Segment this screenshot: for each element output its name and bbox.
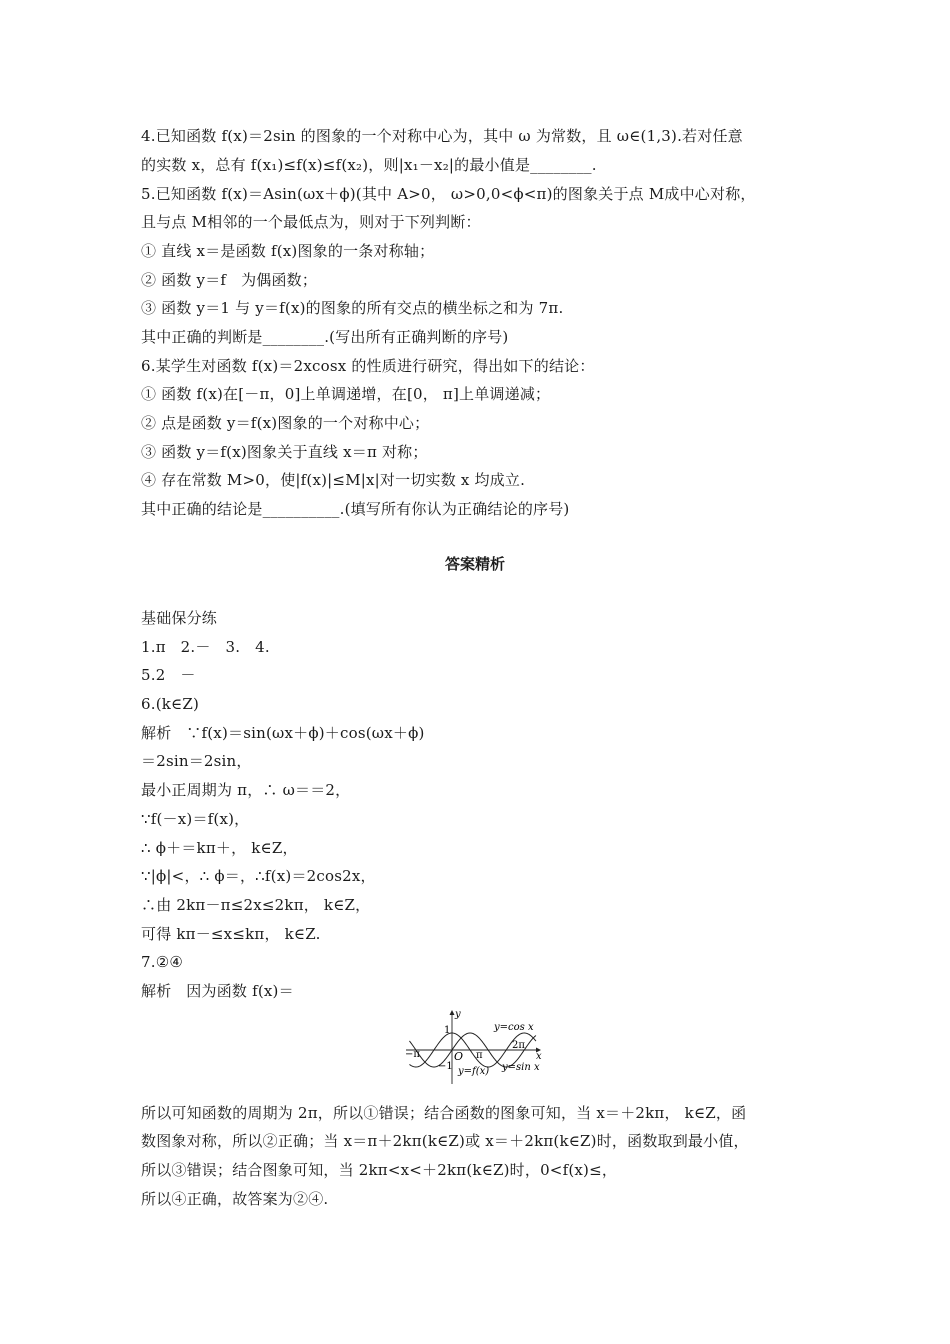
problem-4-line-2: 的实数 x，总有 f(x₁)≤f(x)≤f(x₂)，则|x₁－x₂|的最小值是________. xyxy=(141,156,597,174)
function-graph xyxy=(402,1008,552,1088)
tick-label-neg-one: −1 xyxy=(438,1061,453,1072)
problem-5-question: 其中正确的判断是________.(写出所有正确判断的序号) xyxy=(141,328,509,346)
answer-line: ∵|ϕ|<，∴ ϕ＝，∴f(x)＝2cos2x， xyxy=(141,867,376,885)
tick-label-one: 1 xyxy=(444,1025,451,1036)
problem-6-question: 其中正确的结论是__________.(填写所有你认为正确结论的序号) xyxy=(141,500,570,518)
answer-line: 7.②④ xyxy=(141,953,184,971)
problem-5-line-2: 且与点 M相邻的一个最低点为，则对于下列判断： xyxy=(141,213,481,231)
answer-line: ＝2sin＝2sin， xyxy=(141,752,252,770)
answer-line: 解析 ∵f(x)＝sin(ωx＋ϕ)＋cos(ωx＋ϕ) xyxy=(141,724,425,742)
answer-line: 1.π 2.－ 3. 4. xyxy=(141,638,270,656)
answer-line: 6.(k∈Z) xyxy=(141,695,200,713)
answer-line: ∴由 2kπ－π≤2x≤2kπ， k∈Z， xyxy=(141,896,371,914)
conclusion-line: 所以可知函数的周期为 2π，所以①错误；结合函数的图象可知，当 x＝＋2kπ， k∈Z，函 xyxy=(141,1104,747,1122)
problem-5-item-3: ③ 函数 y＝1 与 y＝f(x)的图象的所有交点的横坐标之和为 7π. xyxy=(141,299,564,317)
conclusion-line: 所以③错误；结合图象可知，当 2kπ<x<＋2kπ(k∈Z)时，0<f(x)≤， xyxy=(141,1161,618,1179)
f-curve-label: y=f(x) xyxy=(458,1066,490,1077)
problem-4-line-1: 4.已知函数 f(x)＝2sin 的图象的一个对称中心为，其中 ω 为常数，且 ω∈(1,3).若对任意 xyxy=(141,127,743,145)
y-axis-label: y xyxy=(455,1009,461,1020)
answer-line: 最小正周期为 π，∴ ω＝＝2， xyxy=(141,781,351,799)
tick-label-pi: π xyxy=(476,1050,483,1061)
answer-subheading: 基础保分练 xyxy=(141,609,218,627)
answer-line: ∵f(－x)＝f(x)， xyxy=(141,810,250,828)
tick-label-neg-pi: −π xyxy=(405,1049,420,1060)
conclusion-line: 数图象对称，所以②正确；当 x＝π＋2kπ(k∈Z)或 x＝＋2kπ(k∈Z)时，函数取到最小值， xyxy=(141,1132,749,1150)
problem-5-line-1: 5.已知函数 f(x)＝Asin(ωx＋ϕ)(其中 A>0， ω>0,0<ϕ<π)的图象关于点 M成中心对称， xyxy=(141,185,756,203)
conclusion-line: 所以④正确，故答案为②④. xyxy=(141,1190,329,1208)
origin-label: O xyxy=(454,1050,464,1063)
problem-6-item-2: ② 点是函数 y＝f(x)图象的一个对称中心； xyxy=(141,414,430,432)
problem-6-item-4: ④ 存在常数 M>0，使|f(x)|≤M|x|对一切实数 x 均成立. xyxy=(141,471,526,489)
answer-line: ∴ ϕ＋＝kπ＋， k∈Z， xyxy=(141,839,298,857)
problem-5-item-1: ① 直线 x＝是函数 f(x)图象的一条对称轴； xyxy=(141,242,435,260)
problem-5-item-2: ② 函数 y＝f 为偶函数； xyxy=(141,271,318,289)
answer-section-title: 答案精析 xyxy=(444,555,505,573)
answer-line: 5.2 － xyxy=(141,666,196,684)
y-axis-arrow xyxy=(450,1010,455,1015)
problem-6-item-1: ① 函数 f(x)在[－π，0]上单调递增，在[0， π]上单调递减； xyxy=(141,385,551,403)
problem-6-line-1: 6.某学生对函数 f(x)＝2xcosx 的性质进行研究，得出如下的结论： xyxy=(141,357,595,375)
answer-line: 解析 因为函数 f(x)＝ xyxy=(141,982,294,1000)
cos-curve-label: y=cos x xyxy=(494,1022,534,1033)
answer-line: 可得 kπ－≤x≤kπ， k∈Z. xyxy=(141,925,321,943)
x-axis-label: x xyxy=(536,1051,542,1062)
sin-curve-label: y=sin x xyxy=(502,1062,540,1073)
problem-6-item-3: ③ 函数 y＝f(x)图象关于直线 x＝π 对称； xyxy=(141,443,428,461)
tick-label-two-pi: 2π xyxy=(512,1040,525,1051)
